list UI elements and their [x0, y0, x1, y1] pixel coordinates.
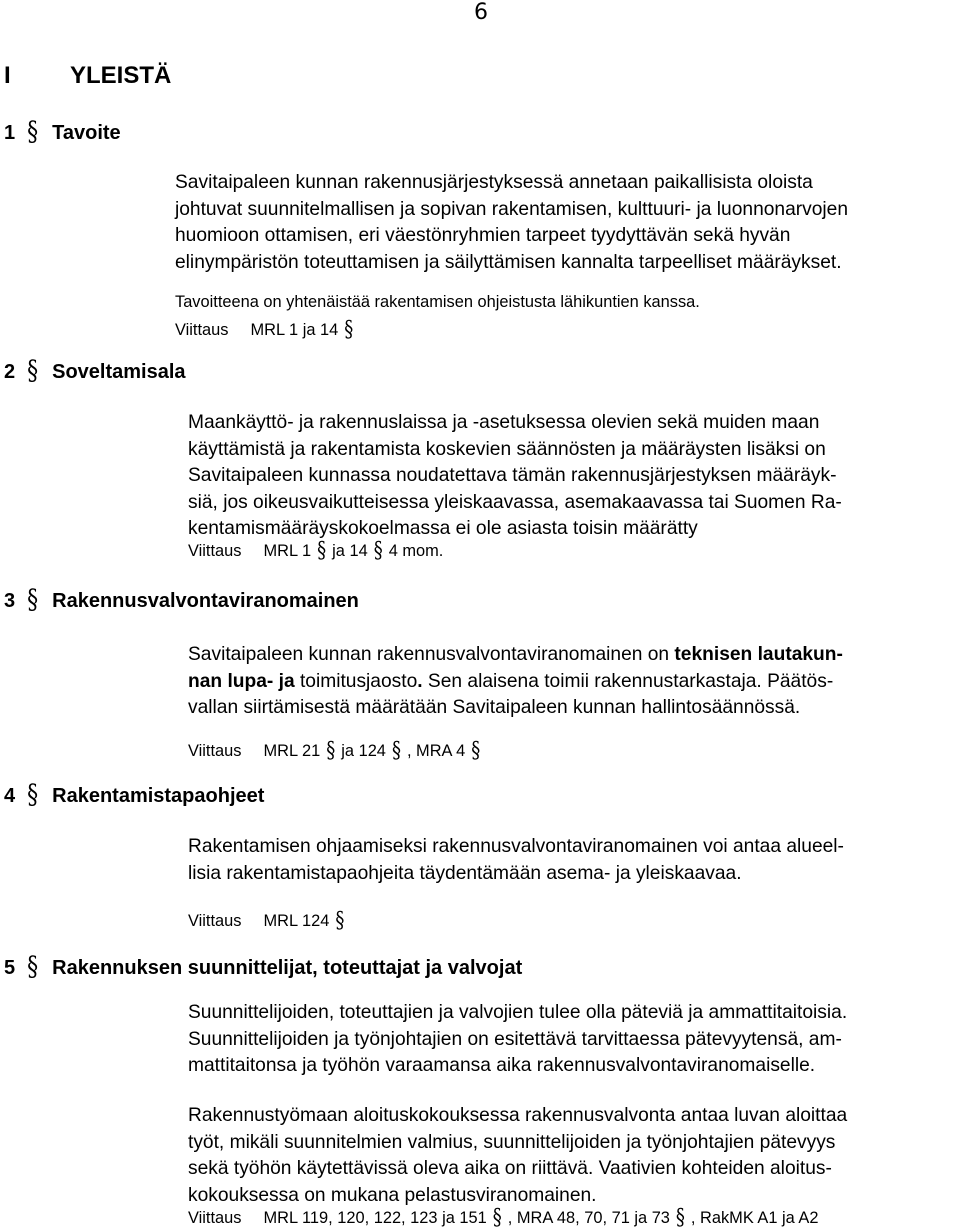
section-2-reference: Viittaus MRL 1 § ja 14 § 4 mom. [188, 537, 444, 564]
section-symbol: § [27, 116, 39, 149]
section-3-paragraph: Savitaipaleen kunnan rakennusvalvontaviranomainen on teknisen lautakun- nan lupa- ja toimitusjaosto. Sen alaisena toimii rakennustarkastaja. Päätös- vallan siirtämisestä määrätään Savitaipaleen kunnan hallintosäännössä. [188, 644, 843, 718]
section-3-heading: 3 § Rakennusvalvontaviranomainen [4, 584, 359, 617]
section-5-heading: 5 § Rakennuksen suunnittelijat, toteuttajat ja valvojat [4, 951, 523, 984]
section-5-paragraph-1: Suunnittelijoiden, toteuttajien ja valvojien tulee olla päteviä ja ammattitaitoisia. Suunnittelijoiden ja työnjohtajien on esitettävä tarvittaessa pätevyytensä, am- mattitaitonsa ja työhön varaamansa aika rakennusvalvontaviranomaiselle. [188, 1002, 848, 1076]
chapter-title: YLEISTÄ [70, 62, 172, 89]
section-3-reference: Viittaus MRL 21 § ja 124 § , MRA 4 § [188, 737, 481, 764]
section-1-heading: 1 § Tavoite [4, 116, 121, 149]
section-2-paragraph: Maankäyttö- ja rakennuslaissa ja -asetuksessa olevien sekä muiden maan käyttämistä ja rakentamista koskevien säännösten ja määräysten lisäksi on Savitaipaleen kunnassa noudatettava tämän rakennusjärjestyksen määräyk- siä, jos oikeusvaikutteisessa yleiskaavassa, asemakaavassa tai Suomen Ra- kentamismääräyskokoelmassa ei ole asiasta toisin määrätty [188, 412, 842, 539]
section-4-reference: Viittaus MRL 124 § [188, 907, 345, 934]
section-4-heading: 4 § Rakentamistapaohjeet [4, 779, 265, 812]
section-5-reference: Viittaus MRL 119, 120, 122, 123 ja 151 § , MRA 48, 70, 71 ja 73 § , RakMK A1 ja A2 [188, 1204, 819, 1231]
section-4-paragraph: Rakentamisen ohjaamiseksi rakennusvalvontaviranomainen voi antaa alueel- lisia rakentamistapaohjeita täydentämään asema- ja yleiskaavaa. [188, 836, 844, 884]
section-2-heading: 2 § Soveltamisala [4, 355, 186, 388]
section-1-reference: Viittaus MRL 1 ja 14 § [175, 316, 354, 343]
section-5-paragraph-2: Rakennustyömaan aloituskokouksessa rakennusvalvonta antaa luvan aloittaa työt, mikäli suunnitelmien valmius, suunnittelijoiden ja työnjohtajien pätevyys sekä työhön käytettävissä oleva aika on riittävä. Vaativien kohteiden aloitus- kokouksessa on mukana pelastusviranomainen. [188, 1105, 848, 1206]
section-1-paragraph: Savitaipaleen kunnan rakennusjärjestyksessä annetaan paikallisista oloista johtuvat suunnitelmallisen ja sopivan rakentamisen, kulttuuri- ja luonnonarvojen huomioon ottamisen, eri väestönryhmien tarpeet tyydyttävän sekä hyvän elinympäristön toteuttamisen ja säilyttämisen kannalta tarpeelliset määräykset. [175, 172, 849, 273]
page-number: 6 [474, 0, 488, 25]
chapter-number: I [4, 62, 11, 89]
section-1-note: Tavoitteena on yhtenäistää rakentamisen ohjeistusta lähikuntien kanssa. [175, 293, 700, 311]
